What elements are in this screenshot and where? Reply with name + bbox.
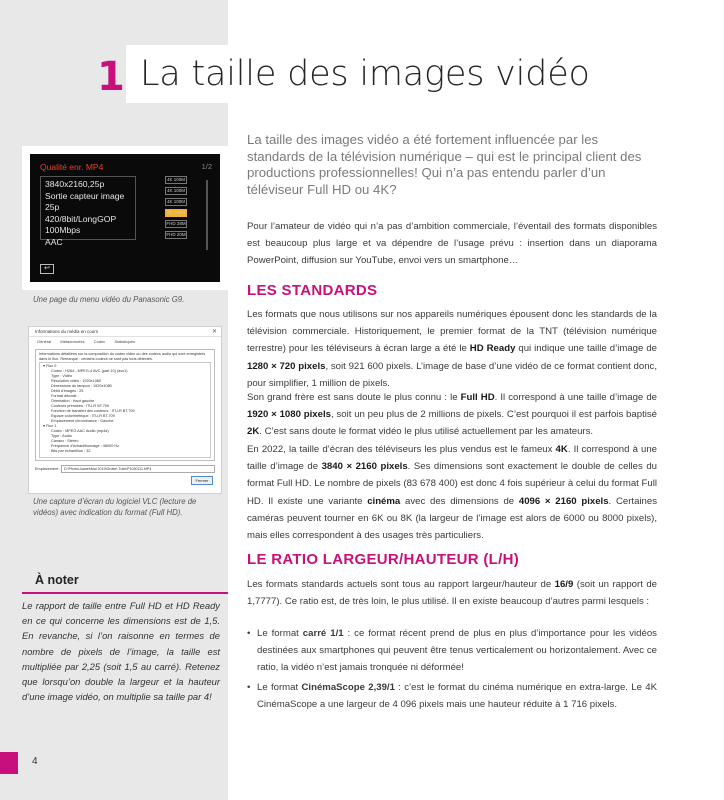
format-icon[interactable]: 4K 100M <box>166 188 185 193</box>
vlc-tree-row[interactable]: Débit d'images : 25 <box>51 389 84 393</box>
vlc-tree-row[interactable]: Espace colorimétrique : ITU-R BT.709 <box>51 414 115 418</box>
format-icon[interactable]: 4K 100M <box>166 177 185 182</box>
section-heading-ratio: LE RATIO LARGEUR/HAUTEUR (L/H) <box>247 551 520 568</box>
lead-paragraph: La taille des images vidéo a été fortement influencée par les standards de la télévision numérique – qui est le principal client des productions professionnelles! Qui n’a pas entendu parler d’un téléviseur Full HD ou 4K? <box>247 132 642 197</box>
page-number: 4 <box>32 756 38 767</box>
camera-menu-title: Qualité enr. MP4 <box>40 162 104 172</box>
close-icon[interactable]: ✕ <box>211 329 217 335</box>
vlc-tree-row[interactable]: Canaux : Stéréo <box>51 439 79 443</box>
camera-setting-line: 100Mbps <box>45 225 81 236</box>
camera-settings-box <box>40 176 136 247</box>
format-icon[interactable]: FHD 20M <box>166 232 186 237</box>
vlc-window-title: Informations du média en cours <box>35 329 99 334</box>
vlc-screenshot <box>28 326 222 494</box>
vlc-tree-row[interactable]: Fréquence d'échantillonnage : 48000 Hz <box>51 444 120 448</box>
vlc-tree-row[interactable]: Format décodé : <box>51 394 79 398</box>
standards-paragraph-2: Son grand frère est sans doute le plus connu : le Full HD. Il correspond à une taille d’image de 1920 × 1080 pixels, soit un peu plus de 2 millions de pixels. C’est pourquoi il est parfois baptisé 2K. C’est sans doute le format vidéo le plus utilisé actuellement par les amateurs. <box>247 392 658 438</box>
camera-setting-line: 3840x2160,25p <box>45 179 105 189</box>
camera-screen <box>30 154 220 282</box>
vlc-tree-row[interactable]: Couleurs primaires : ITU-R BT.709 <box>51 404 110 408</box>
intro-paragraph: Pour l’amateur de vidéo qui n’a pas d’ambition commerciale, l’éventail des formats disponibles est beaucoup plus large et va dépendre de l’usage prévu : insertion dans un diaporama PowerPoint, diffusion sur YouTube, envoi vers un smartphone… <box>247 221 657 267</box>
tab-codec[interactable]: Codec <box>93 339 106 344</box>
chapter-number: 1 <box>97 54 125 100</box>
vlc-tree-row[interactable]: Dimensions du tampon : 1920x1080 <box>51 384 112 388</box>
vlc-location-field[interactable]: D:\Photo\Juanet\Mai 2019\Grotte\ Tuile\P1030111.MP4 <box>61 465 215 473</box>
vlc-tabs <box>29 337 221 346</box>
vlc-tree-row[interactable]: ▾ Flux 1 <box>43 424 57 428</box>
camera-caption: Une page du menu vidéo du Panasonic G9. <box>33 295 185 304</box>
vlc-tree-row[interactable]: Type : Vidéo <box>51 374 73 378</box>
vlc-tree-row[interactable]: Résolution vidéo : 1920x1080 <box>51 379 102 383</box>
format-icon-selected[interactable]: 4K 100M <box>166 210 185 215</box>
camera-format-icons <box>165 176 187 242</box>
vlc-tree-row[interactable]: Fonction de transfert des couleurs : ITU-R BT.709 <box>51 409 135 413</box>
camera-menu-screenshot <box>22 146 228 290</box>
camera-setting-line: AAC <box>45 236 63 247</box>
camera-menu-page: 1/2 <box>201 162 212 171</box>
vlc-codec-panel <box>35 349 215 461</box>
note-text: Le rapport de taille entre Full HD et HD Ready en ce qui concerne les dimensions est de 1,5. En revanche, si l’on raisonne en termes de nombre de pixels de l’image, la taille est multipliée par 2,25 (soit 1,5 au carré). Retenez que lorsqu’on double la largeur et la hauteur d’une image vidéo, on multiplie sa taille par 4! <box>22 600 220 703</box>
list-item: • Le format carré 1/1 : ce format récent prend de plus en plus d’importance pour les vidéos destinées aux smartphones qui peuvent être tenus verticalement ou horizontalement. Avec ce ratio, la vidéo n’est jamais tronquée ni déformée! <box>247 625 657 677</box>
vlc-tree-row[interactable]: Type : Audio <box>51 434 72 438</box>
vlc-caption: Une capture d’écran du logiciel VLC (lecture de vidéos) avec indication du format (Full HD). <box>33 497 197 517</box>
ratio-paragraph-1: Les formats standards actuels sont tous au rapport largeur/hauteur de 16/9 (soit un rapport de 1,7777). Ce ratio est, de très loin, le plus utilisé. Il en existe beaucoup d’autres parmi lesquels : <box>247 579 657 608</box>
tab-general[interactable]: Général <box>37 339 52 344</box>
back-icon[interactable]: ↩ <box>40 264 54 274</box>
tab-statistics[interactable]: Statistiques <box>114 339 136 344</box>
vlc-titlebar <box>29 327 221 337</box>
close-button[interactable]: Fermer <box>191 476 213 485</box>
standards-paragraph-3: En 2022, la taille d’écran des téléviseurs les plus vendus est le fameux 4K. Il correspond à une taille d’image de 3840 × 2160 pixels. Ses dimensions sont exactement le double de celles du format Full HD. Le nombre de pixels (83 678 400) est donc 4 fois supérieur à celui du format Full HD. Il existe une variante cinéma avec des dimensions de 4096 × 2160 pixels. Certaines caméras peuvent tourner en 6K ou 8K (la largeur de l’image est alors de 6000 ou 8000 pixels), mais elles correspondent à des usages très particuliers. <box>247 444 658 542</box>
vlc-intro: Informations détaillées sur la composition du codec vidéo ou des codecs audio qui sont enregistrés dans le flux. Remarque : certains codecs ne sont pas tous détectés. <box>39 352 206 361</box>
chapter-title: La taille des images vidéo <box>140 54 590 94</box>
list-item: • Le format CinémaScope 2,39/1 : c’est le format du cinéma numérique en extra-large. Le 4K CinémaScope a une largeur de 4 096 pixels mais une hauteur réduite à 1 716 pixels. <box>247 679 657 713</box>
note-heading: À noter <box>35 573 79 587</box>
vlc-tree-row[interactable]: Codec : H264 - MPEG-4 AVC (part 10) (avc1) <box>51 369 128 373</box>
standards-paragraph-1: Les formats que nous utilisons sur nos appareils numériques épousent donc les standards de la télévision commerciale. Historiquement, le premier format de la TNT (télévision numérique terrestre) pour les téléviseurs à écran large a été le HD Ready qui indique une taille d’image de 1280 × 720 pixels, soit 921 600 pixels. L’image de base d’une vidéo de ce format contient donc, pour simplifier, 1 million de pixels. <box>247 309 657 389</box>
vlc-location-label: Emplacement : <box>35 467 61 471</box>
format-icon[interactable]: FHD 28M <box>166 221 186 226</box>
camera-setting-line: Sortie capteur image 25p <box>45 190 125 213</box>
ratio-bullet-list <box>247 625 657 715</box>
format-icon[interactable]: 4K 100M <box>166 199 185 204</box>
section-heading-standards: LES STANDARDS <box>247 282 378 299</box>
camera-scrollbar <box>206 180 208 250</box>
vlc-tree-row[interactable]: Emplacement chrominance : Gauche <box>51 419 114 423</box>
vlc-tree-row[interactable]: Bits par échantillon : 32 <box>51 449 91 453</box>
vlc-tree-row[interactable]: Orientation : Haut gauche <box>51 399 95 403</box>
camera-setting-line: 420/8bit/LongGOP <box>45 213 117 224</box>
page-marker <box>0 752 18 774</box>
vlc-tree-row[interactable]: Codec : MPEG AAC Audio (mp4a) <box>51 429 109 433</box>
tab-metadata[interactable]: Métadonnées <box>60 339 85 344</box>
vlc-tree-row[interactable]: ▾ Flux 0 <box>43 364 57 368</box>
vlc-stream-tree <box>39 362 211 458</box>
